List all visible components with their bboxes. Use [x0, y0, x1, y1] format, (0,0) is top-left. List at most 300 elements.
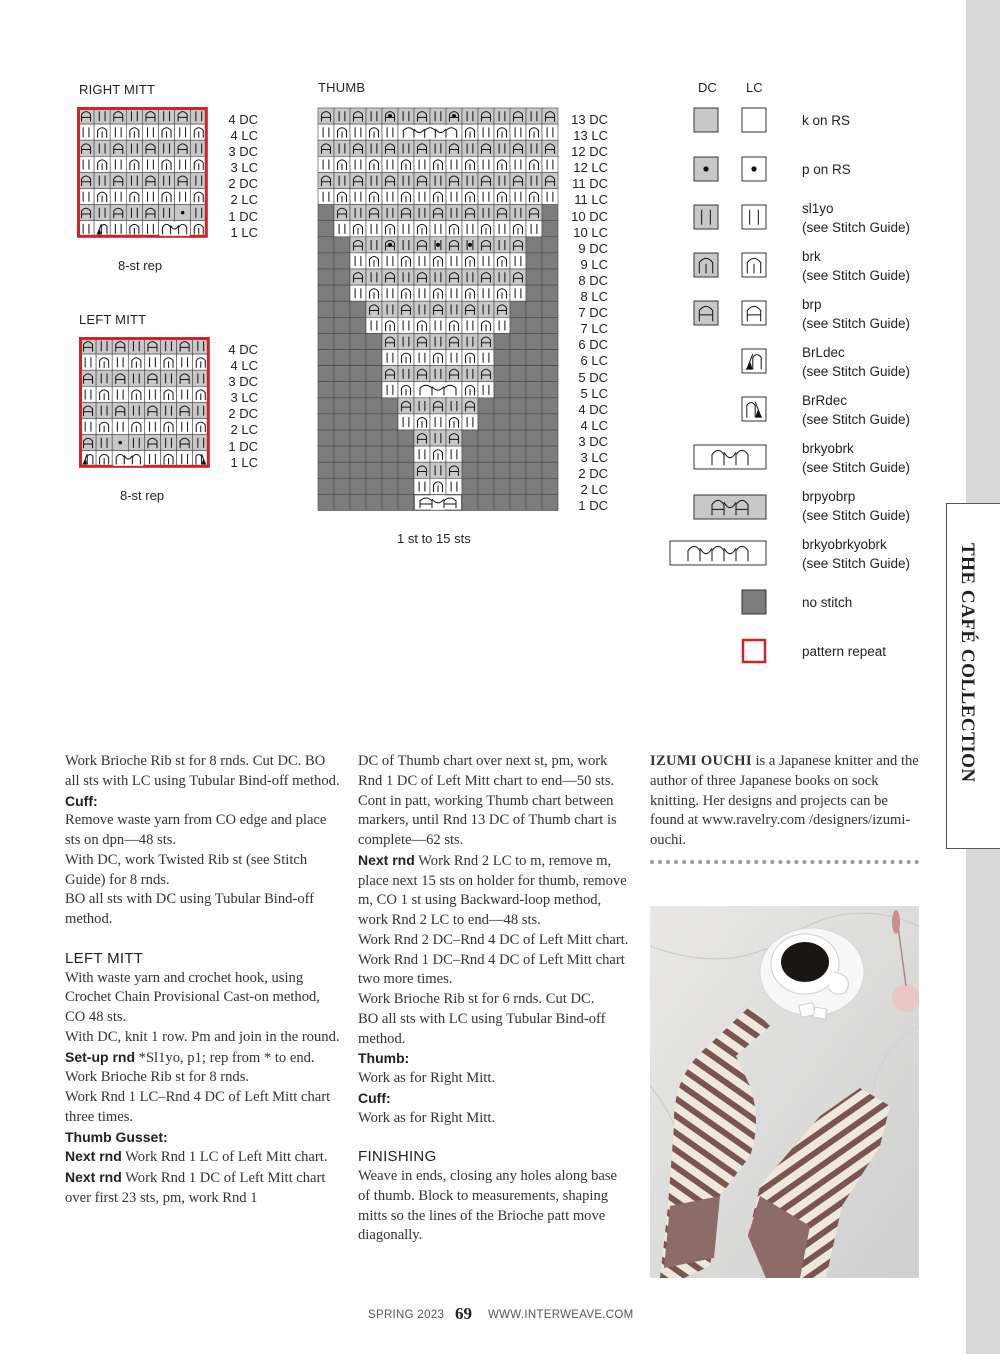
- chart-cell: [446, 462, 462, 478]
- chart-cell: [542, 285, 558, 301]
- next-rnd-text: Work Rnd 1 DC of Left Mitt chart over first 23 sts, pm, work Rnd 1: [65, 1170, 326, 1206]
- chart-cell: [430, 462, 446, 478]
- chart-cell: [350, 382, 366, 398]
- row-label: 1 DC: [578, 498, 608, 514]
- chart-cell: [318, 205, 334, 221]
- chart-cell: [398, 333, 414, 349]
- chart-cell: [366, 237, 382, 253]
- chart-cell: [112, 338, 128, 354]
- chart-cell: [78, 156, 94, 172]
- row-label: 9 DC: [578, 240, 608, 256]
- left-mitt-rep: 8-st rep: [120, 488, 165, 503]
- chart-cell: [142, 221, 158, 237]
- chart-cell: [398, 414, 414, 430]
- chart-cell: [430, 205, 446, 221]
- chart-cell: [510, 189, 526, 205]
- chart-cell: [382, 398, 398, 414]
- chart-cell: [526, 140, 542, 156]
- next-rnd-label: Next rnd: [65, 1148, 122, 1165]
- chart-cell: [366, 317, 382, 333]
- chart-cell: [193, 435, 209, 451]
- legend-label: brp (see Stitch Guide): [802, 297, 911, 331]
- chart-cell: [510, 124, 526, 140]
- chart-cell: [478, 124, 494, 140]
- chart-cell: [526, 398, 542, 414]
- paragraph: [65, 1048, 340, 1069]
- right-mitt-title: RIGHT MITT: [79, 82, 156, 97]
- chart-cell: [142, 172, 158, 188]
- row-label: 4 DC: [228, 112, 258, 127]
- row-label: 4 LC: [230, 358, 258, 374]
- chart-cell: [430, 172, 446, 188]
- chart-cell: [177, 370, 193, 386]
- chart-cell: [478, 269, 494, 285]
- chart-cell: [462, 494, 478, 510]
- chart-cell: [382, 430, 398, 446]
- chart-cell: [542, 156, 558, 172]
- chart-cell: [175, 189, 191, 205]
- chart-cell: [398, 494, 414, 510]
- chart-cell: [414, 189, 430, 205]
- chart-cell: [382, 172, 398, 188]
- chart-cell: [80, 338, 96, 354]
- chart-cell: [446, 253, 462, 269]
- paragraph: Work Rnd 1 LC–Rnd 4 DC of Left Mitt chart three times.: [65, 1089, 331, 1125]
- chart-cell: [191, 205, 207, 221]
- chart-cell: [334, 350, 350, 366]
- chart-cell: [366, 350, 382, 366]
- brp-icon: [694, 301, 766, 325]
- row-label: 3 DC: [578, 433, 608, 449]
- chart-cell: [414, 398, 430, 414]
- chart-cell: [542, 140, 558, 156]
- row-label: 4 DC: [228, 342, 258, 357]
- chart-cell: [542, 237, 558, 253]
- legend-lc-header: LC: [746, 80, 763, 95]
- legend-label: BrLdec (see Stitch Guide): [802, 345, 911, 379]
- paragraph: BO all sts with DC using Tubular Bind-off method.: [65, 891, 315, 927]
- chart-cell: [80, 419, 96, 435]
- chart-cell: [542, 333, 558, 349]
- chart-cell: [510, 108, 526, 124]
- divider: [650, 860, 919, 864]
- chart-cell: [478, 205, 494, 221]
- next-rnd-text: Work Rnd 2 LC to m, remove m, place next 15 sts on holder for thumb, remove m, CO 1 st using Backward-loop method, work Rnd 2 LC to end—48 sts.: [358, 852, 627, 928]
- chart-cell: [318, 494, 334, 510]
- chart-cell: [494, 108, 510, 124]
- chart-cell: [542, 189, 558, 205]
- chart-cell: [334, 398, 350, 414]
- chart-cell: [126, 172, 142, 188]
- legend-dc-header: DC: [698, 80, 717, 95]
- row-label: 12 LC: [573, 160, 608, 176]
- chart-cell: [494, 366, 510, 382]
- chart-cell: [80, 435, 96, 451]
- chart-cell: [542, 382, 558, 398]
- legend-label: k on RS: [802, 113, 851, 128]
- next-rnd-text: Work Rnd 1 LC of Left Mitt chart.: [121, 1149, 328, 1166]
- chart-cell: [510, 478, 526, 494]
- chart-cell: [526, 350, 542, 366]
- chart-cell: [382, 333, 398, 349]
- chart-cell: [110, 189, 126, 205]
- chart-cell: [494, 317, 510, 333]
- chart-cell: [478, 156, 494, 172]
- chart-cell: [142, 140, 158, 156]
- chart-cell: [159, 140, 175, 156]
- chart-cell: [144, 451, 160, 467]
- row-label: 2 DC: [578, 466, 608, 482]
- chart-cell: [510, 382, 526, 398]
- chart-cell: [430, 430, 446, 446]
- chart-cell: [350, 462, 366, 478]
- paragraph: BO all sts with LC using Tubular Bind-off method.: [358, 1010, 606, 1047]
- chart-cell: [350, 253, 366, 269]
- chart-cell: [112, 354, 128, 370]
- chart-cell: [398, 269, 414, 285]
- chart-cell: [414, 478, 430, 494]
- chart-cell: [318, 382, 334, 398]
- row-label: 9 LC: [580, 256, 608, 272]
- chart-cell: [318, 430, 334, 446]
- chart-cell: [318, 189, 334, 205]
- chart-cell: [318, 462, 334, 478]
- chart-cell: [318, 172, 334, 188]
- chart-cell: [430, 221, 446, 237]
- chart-cell: [366, 382, 382, 398]
- chart-cell: [144, 370, 160, 386]
- chart-cell: [161, 338, 177, 354]
- row-label: 2 LC: [230, 192, 258, 208]
- chart-cell: [191, 172, 207, 188]
- pattern-repeat-icon: [743, 640, 765, 662]
- chart-cell: [366, 446, 382, 462]
- chart-cell: [430, 398, 446, 414]
- chart-cell: [526, 172, 542, 188]
- chart-cell: [318, 333, 334, 349]
- chart-cell: [398, 478, 414, 494]
- paragraph: Work Brioche Rib st for 6 rnds. Cut DC.: [358, 991, 595, 1007]
- chart-cell: [478, 414, 494, 430]
- legend-label: sl1yo (see Stitch Guide): [802, 201, 911, 235]
- chart-cell: [128, 370, 144, 386]
- row-label: 5 DC: [578, 369, 608, 385]
- chart-cell: [318, 237, 334, 253]
- paragraph: Work Brioche Rib st for 8 rnds. Cut DC. BO all sts with LC using Tubular Bind-off method.: [65, 753, 340, 789]
- chart-cell: [478, 253, 494, 269]
- chart-cell: [494, 269, 510, 285]
- chart-cell: [96, 338, 112, 354]
- chart-cell: [478, 285, 494, 301]
- chart-cell: [334, 221, 350, 237]
- legend-label: brk (see Stitch Guide): [802, 249, 911, 283]
- chart-cell: [318, 221, 334, 237]
- chart-cell: [177, 338, 193, 354]
- chart-cell: [510, 462, 526, 478]
- chart-cell: [382, 156, 398, 172]
- row-label: 7 DC: [578, 305, 608, 321]
- chart-cell: [510, 366, 526, 382]
- chart-cell: [350, 108, 366, 124]
- chart-cell: [414, 140, 430, 156]
- chart-cell: [446, 189, 462, 205]
- chart-cell: [414, 172, 430, 188]
- chart-cell: [334, 205, 350, 221]
- chart-cell: [193, 338, 209, 354]
- chart-cell: [542, 221, 558, 237]
- chart-cell: [144, 338, 160, 354]
- knit-icon: [694, 108, 766, 132]
- brrdec-icon: [742, 397, 766, 421]
- chart-cell: [462, 140, 478, 156]
- chart-cell: [193, 402, 209, 418]
- chart-cell: [478, 350, 494, 366]
- chart-cell: [382, 350, 398, 366]
- row-label: 10 DC: [571, 208, 608, 224]
- chart-cell: [334, 366, 350, 382]
- chart-cell: [462, 446, 478, 462]
- right-mitt-chart: [78, 108, 209, 239]
- chart-cell: [334, 414, 350, 430]
- chart-cell: [175, 108, 191, 124]
- chart-cell: [494, 478, 510, 494]
- chart-cell: [510, 253, 526, 269]
- chart-cell: [398, 398, 414, 414]
- thumb-row-labels: [562, 112, 608, 514]
- row-label: 8 DC: [578, 272, 608, 288]
- row-label: 3 DC: [228, 144, 258, 160]
- paragraph: Work Rnd 2 DC–Rnd 4 DC of Left Mitt chart.: [358, 931, 629, 948]
- chart-cell: [177, 354, 193, 370]
- row-label: 2 DC: [228, 406, 258, 422]
- page-number: 69: [455, 1304, 472, 1323]
- chart-cell: [366, 414, 382, 430]
- finishing-heading: FINISHING: [358, 1148, 437, 1166]
- chart-cell: [110, 140, 126, 156]
- chart-cell: [478, 140, 494, 156]
- chart-cell: [382, 446, 398, 462]
- chart-cell: [382, 140, 398, 156]
- brkyobrkyobrk-icon: [670, 541, 766, 565]
- paragraph: With DC, knit 1 row. Pm and join in the round.: [65, 1028, 340, 1045]
- legend-symbols: [660, 100, 780, 670]
- chart-cell: [350, 172, 366, 188]
- chart-cell: [510, 269, 526, 285]
- chart-cell: [334, 140, 350, 156]
- chart-cell: [542, 253, 558, 269]
- chart-cell: [478, 108, 494, 124]
- row-label: 3 LC: [230, 160, 258, 176]
- chart-cell: [334, 382, 350, 398]
- brk-icon: [694, 253, 766, 277]
- chart-cell: [126, 108, 142, 124]
- website: WWW.INTERWEAVE.COM: [488, 1309, 634, 1321]
- chart-cell: [478, 333, 494, 349]
- sl1yo-icon: [694, 205, 766, 229]
- chart-cell: [110, 124, 126, 140]
- chart-cell: [462, 205, 478, 221]
- paragraph: [65, 1168, 340, 1209]
- chart-cell: [414, 108, 430, 124]
- chart-cell: [350, 398, 366, 414]
- chart-cell: [462, 462, 478, 478]
- chart-cell: [478, 189, 494, 205]
- row-label: 7 LC: [580, 321, 608, 337]
- chart-cell: [510, 350, 526, 366]
- chart-cell: [542, 366, 558, 382]
- chart-cell: [462, 430, 478, 446]
- chart-cell: [318, 350, 334, 366]
- chart-cell: [462, 317, 478, 333]
- chart-cell: [142, 205, 158, 221]
- chart-cell: [366, 494, 382, 510]
- chart-cell: [494, 462, 510, 478]
- chart-cell: [112, 370, 128, 386]
- chart-cell: [494, 494, 510, 510]
- chart-cell: [110, 108, 126, 124]
- chart-cell: [398, 366, 414, 382]
- chart-cell: [334, 494, 350, 510]
- left-mitt-row-labels: [218, 342, 258, 471]
- row-label: 5 LC: [580, 385, 608, 401]
- chart-cell: [462, 478, 478, 494]
- chart-cell: [526, 494, 542, 510]
- chart-cell: [334, 430, 350, 446]
- chart-cell: [96, 370, 112, 386]
- chart-cell: [542, 494, 558, 510]
- next-rnd-label: Next rnd: [65, 1169, 122, 1185]
- chart-cell: [446, 333, 462, 349]
- chart-cell: [398, 237, 414, 253]
- chart-cell: [414, 462, 430, 478]
- chart-cell: [366, 205, 382, 221]
- chart-cell: [446, 301, 462, 317]
- row-label: 1 LC: [230, 454, 258, 470]
- chart-cell: [191, 108, 207, 124]
- chart-cell: [510, 237, 526, 253]
- chart-cell: [382, 414, 398, 430]
- chart-cell: [526, 237, 542, 253]
- chart-cell: [318, 317, 334, 333]
- chart-cell: [494, 446, 510, 462]
- chart-cell: [446, 285, 462, 301]
- chart-cell: [78, 108, 94, 124]
- chart-cell: [526, 414, 542, 430]
- row-label: 4 LC: [580, 417, 608, 433]
- chart-cell: [193, 370, 209, 386]
- chart-cell: [159, 172, 175, 188]
- chart-cell: [80, 354, 96, 370]
- chart-cell: [382, 301, 398, 317]
- chart-cell: [414, 301, 430, 317]
- thumb-caption: 1 st to 15 sts: [397, 531, 471, 546]
- chart-cell: [175, 172, 191, 188]
- chart-cell: [350, 430, 366, 446]
- legend-label: BrRdec (see Stitch Guide): [802, 393, 911, 427]
- chart-cell: [414, 430, 430, 446]
- chart-cell: [382, 366, 398, 382]
- chart-cell: [462, 108, 478, 124]
- chart-cell: [112, 402, 128, 418]
- chart-cell: [398, 221, 414, 237]
- chart-cell: [126, 140, 142, 156]
- chart-cell: [510, 205, 526, 221]
- chart-cell: [350, 350, 366, 366]
- chart-cell: [144, 402, 160, 418]
- chart-cell: [318, 156, 334, 172]
- chart-cell: [446, 205, 462, 221]
- chart-cell: [161, 402, 177, 418]
- chart-cell: [430, 301, 446, 317]
- chart-cell: [366, 140, 382, 156]
- issue-label: SPRING 2023: [368, 1309, 445, 1321]
- chart-cell: [94, 108, 110, 124]
- chart-cell: [78, 172, 94, 188]
- chart-cell: [462, 301, 478, 317]
- chart-cell: [446, 478, 462, 494]
- chart-cell: [446, 398, 462, 414]
- chart-cell: [526, 333, 542, 349]
- paragraph: With waste yarn and crochet hook, using Crochet Chain Provisional Cast-on method, CO 48 sts.: [65, 969, 320, 1025]
- row-label: 6 LC: [580, 353, 608, 369]
- chart-cell: [430, 366, 446, 382]
- chart-cell: [94, 172, 110, 188]
- chart-cell: [334, 446, 350, 462]
- paragraph: DC of Thumb chart over next st, pm, work Rnd 1 DC of Left Mitt chart to end—50 sts.: [358, 753, 615, 789]
- chart-cell: [478, 478, 494, 494]
- row-label: 3 DC: [228, 374, 258, 390]
- chart-cell: [334, 253, 350, 269]
- chart-cell: [94, 221, 110, 237]
- chart-cell: [350, 446, 366, 462]
- chart-cell: [366, 333, 382, 349]
- chart-cell: [366, 108, 382, 124]
- chart-cell: [382, 478, 398, 494]
- chart-cell: [510, 285, 526, 301]
- chart-cell: [350, 414, 366, 430]
- chart-cell: [398, 140, 414, 156]
- chart-cell: [542, 269, 558, 285]
- chart-cell: [446, 172, 462, 188]
- row-label: 11 DC: [572, 176, 608, 192]
- row-label: 4 DC: [578, 401, 608, 417]
- brpyobrp-icon: [694, 495, 766, 519]
- chart-cell: [80, 370, 96, 386]
- chart-cell: [542, 414, 558, 430]
- paragraph: Work Rnd 1 DC–Rnd 4 DC of Left Mitt chart two more times.: [358, 951, 625, 988]
- chart-cell: [318, 398, 334, 414]
- left-mitt-chart: [80, 338, 211, 469]
- chart-cell: [430, 333, 446, 349]
- cuff-heading: Cuff:: [65, 792, 98, 809]
- chart-cell: [542, 172, 558, 188]
- chart-cell: [128, 435, 144, 451]
- chart-cell: [446, 366, 462, 382]
- chart-cell: [398, 108, 414, 124]
- designer-name: IZUMI OUCHI: [650, 753, 752, 769]
- chart-cell: [110, 172, 126, 188]
- legend-label: p on RS: [802, 162, 851, 177]
- chart-cell: [414, 253, 430, 269]
- chart-cell: [142, 189, 158, 205]
- row-label: 1 DC: [228, 438, 258, 454]
- chart-cell: [159, 108, 175, 124]
- chart-cell: [510, 317, 526, 333]
- chart-cell: [350, 124, 366, 140]
- chart-cell: [494, 205, 510, 221]
- paragraph: [65, 1147, 340, 1168]
- chart-cell: [334, 317, 350, 333]
